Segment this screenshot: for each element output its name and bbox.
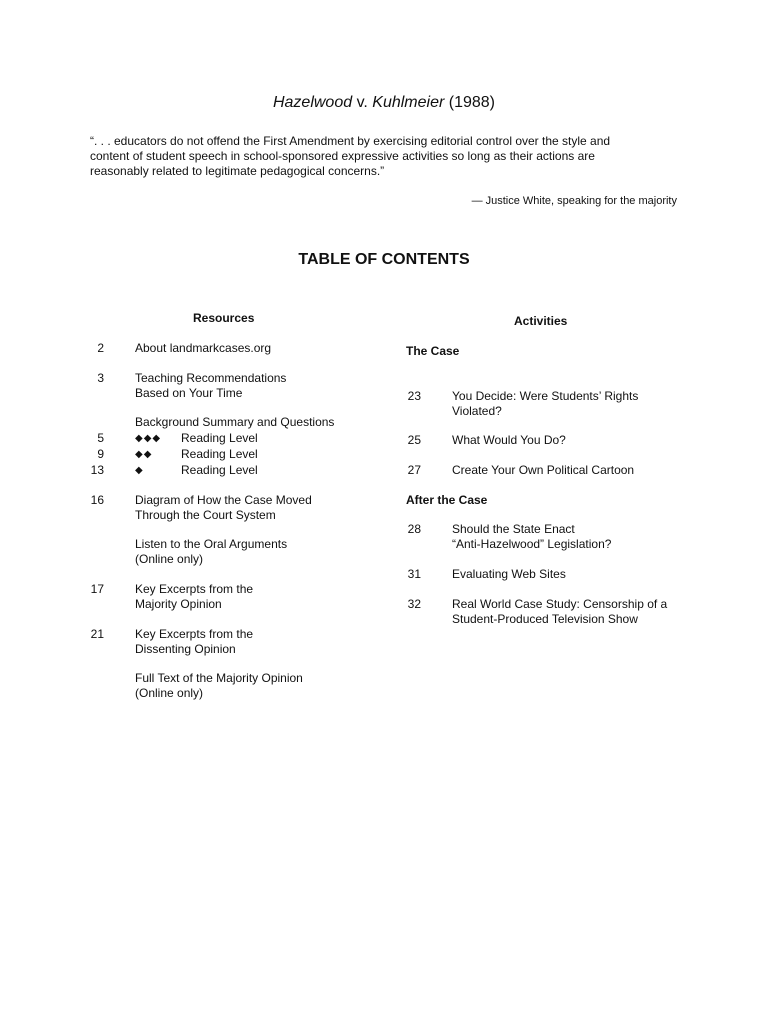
- toc-entry-continued[interactable]: Student-Produced Television Show: [452, 612, 638, 626]
- toc-title: TABLE OF CONTENTS: [298, 251, 470, 268]
- toc-page-number: 23: [407, 389, 421, 403]
- toc-entry-continued[interactable]: Dissenting Opinion: [135, 642, 236, 656]
- quote-line: content of student speech in school-sponsored expressive activities so long as their actions are: [90, 149, 595, 163]
- toc-entry[interactable]: Reading Level: [181, 431, 258, 445]
- toc-page-number: 27: [407, 463, 421, 477]
- activities-heading: Activities: [514, 314, 568, 328]
- reading-level-diamonds-icon: ◆◆: [135, 449, 153, 460]
- toc-entry-continued[interactable]: Through the Court System: [135, 508, 276, 522]
- quote-line: “. . . educators do not offend the First Amendment by exercising editorial control over the style and: [90, 134, 611, 148]
- case-name-petitioner: Hazelwood: [272, 94, 353, 111]
- toc-page-number: 32: [407, 597, 421, 611]
- toc-entry[interactable]: Should the State Enact: [452, 522, 575, 536]
- case-versus: v.: [352, 94, 373, 111]
- toc-entry-continued: (Online only): [135, 552, 204, 566]
- toc-entry[interactable]: About landmarkcases.org: [135, 341, 272, 355]
- page-title: [0, 93, 768, 113]
- resources-heading: Resources: [193, 311, 255, 325]
- toc-entry[interactable]: Diagram of How the Case Moved: [135, 493, 312, 507]
- toc-entry[interactable]: Evaluating Web Sites: [452, 567, 566, 581]
- toc-entry[interactable]: Reading Level: [181, 447, 258, 461]
- toc-page-number: 25: [407, 433, 421, 447]
- toc-entry[interactable]: Key Excerpts from the: [135, 582, 254, 596]
- toc-entry[interactable]: Reading Level: [181, 463, 258, 477]
- toc-page-number: 13: [90, 463, 104, 477]
- case-year: (1988): [444, 94, 496, 111]
- toc-page-number: 16: [90, 493, 104, 507]
- quote-attribution: — Justice White, speaking for the majority: [471, 195, 677, 207]
- toc-entry-continued: (Online only): [135, 686, 204, 700]
- toc-entry-continued[interactable]: Based on Your Time: [135, 386, 243, 400]
- toc-entry: Background Summary and Questions: [135, 415, 335, 429]
- toc-entry[interactable]: You Decide: Were Students’ Rights: [452, 389, 639, 403]
- toc-entry-continued[interactable]: Majority Opinion: [135, 597, 222, 611]
- toc-entry[interactable]: Full Text of the Majority Opinion: [135, 671, 303, 685]
- reading-level-diamonds-icon: ◆: [135, 465, 144, 476]
- toc-entry[interactable]: What Would You Do?: [452, 433, 566, 447]
- case-name-respondent: Kuhlmeier: [372, 94, 445, 111]
- toc-page-number: 31: [407, 567, 421, 581]
- opinion-quote: [90, 134, 680, 179]
- toc-entry-continued[interactable]: Violated?: [452, 404, 502, 418]
- toc-entry[interactable]: Key Excerpts from the: [135, 627, 254, 641]
- toc-page-number: 9: [97, 447, 104, 461]
- toc-entry[interactable]: Real World Case Study: Censorship of a: [452, 597, 668, 611]
- toc-page-number: 3: [97, 371, 104, 385]
- toc-page-number: 2: [97, 341, 104, 355]
- toc-entry-continued[interactable]: “Anti-Hazelwood” Legislation?: [452, 537, 612, 551]
- section-the-case: The Case: [406, 344, 460, 358]
- toc-entry[interactable]: Listen to the Oral Arguments: [135, 537, 288, 551]
- toc-page-number: 28: [407, 522, 421, 536]
- quote-line: reasonably related to legitimate pedagogical concerns.”: [90, 164, 385, 178]
- toc-entry[interactable]: Create Your Own Political Cartoon: [452, 463, 635, 477]
- toc-page-number: 21: [90, 627, 104, 641]
- toc-page-number: 5: [97, 431, 104, 445]
- toc-entry[interactable]: Teaching Recommendations: [135, 371, 287, 385]
- reading-level-diamonds-icon: ◆◆◆: [135, 433, 162, 444]
- section-after-the-case: After the Case: [406, 493, 488, 507]
- toc-page-number: 17: [90, 582, 104, 596]
